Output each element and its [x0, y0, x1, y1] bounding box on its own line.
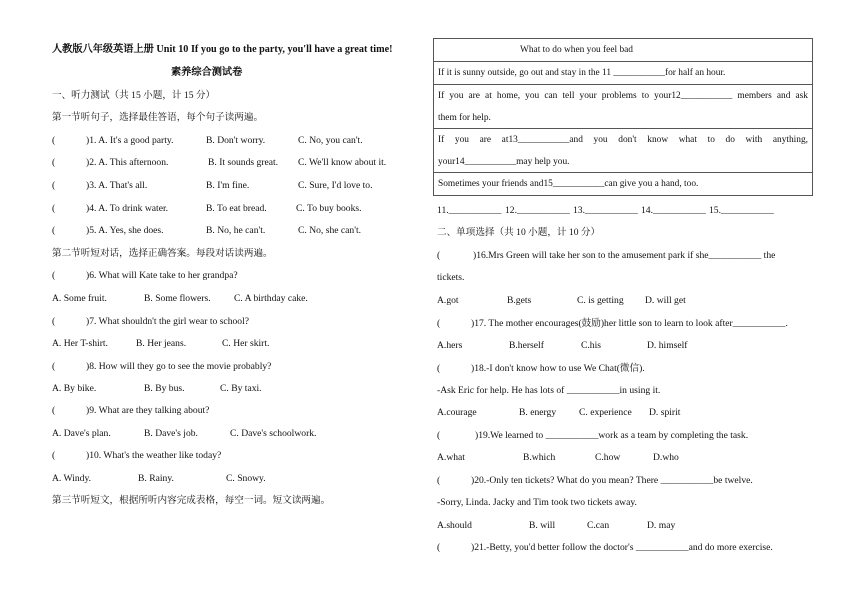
section1-instruction: 第一节听句子，选择最佳答语，每个句子读两遍。: [52, 112, 264, 123]
blank-13[interactable]: 13.___________: [573, 205, 638, 216]
blank-11[interactable]: 11.___________: [437, 205, 502, 216]
feel-bad-table: [433, 38, 813, 196]
page-subtitle: 素养综合测试卷: [171, 67, 243, 78]
blank-12[interactable]: 12.___________: [505, 205, 570, 216]
table-header: What to do when you feel bad: [434, 39, 813, 62]
question-20-cont: -Sorry, Linda. Jacky and Tim took two tickets away.: [437, 497, 637, 508]
blank-15[interactable]: 15.___________: [709, 205, 774, 216]
question-16-cont: tickets.: [437, 272, 465, 283]
part2-heading: 二、单项选择（共 10 小题，计 10 分）: [437, 227, 601, 238]
page-title: 人教版八年级英语上册 Unit 10 If you go to the party, you'll have a great time!: [52, 44, 393, 55]
table-row-2: If you are at home, you can tell your problems to your12___________ members and ask them for help.: [434, 85, 813, 129]
question-18-cont: -Ask Eric for help. He has lots of ___________in using it.: [437, 385, 661, 396]
table-row-3: If you are at13___________and you don't know what to do with anything, your14___________may help you.: [434, 129, 813, 173]
section3-instruction: 第三节听短文，根据所听内容完成表格，每空一词。短文读两遍。: [52, 495, 331, 506]
part1-heading: 一、听力测试（共 15 小题，计 15 分）: [52, 90, 216, 101]
table-row-4: Sometimes your friends and15___________can give you a hand, too.: [434, 173, 813, 196]
table-row-1: If it is sunny outside, go out and stay in the 11 ___________for half an hour.: [434, 62, 813, 85]
section2-instruction: 第二节听短对话，选择正确答案。每段对话读两遍。: [52, 248, 273, 259]
blank-14[interactable]: 14.___________: [641, 205, 706, 216]
